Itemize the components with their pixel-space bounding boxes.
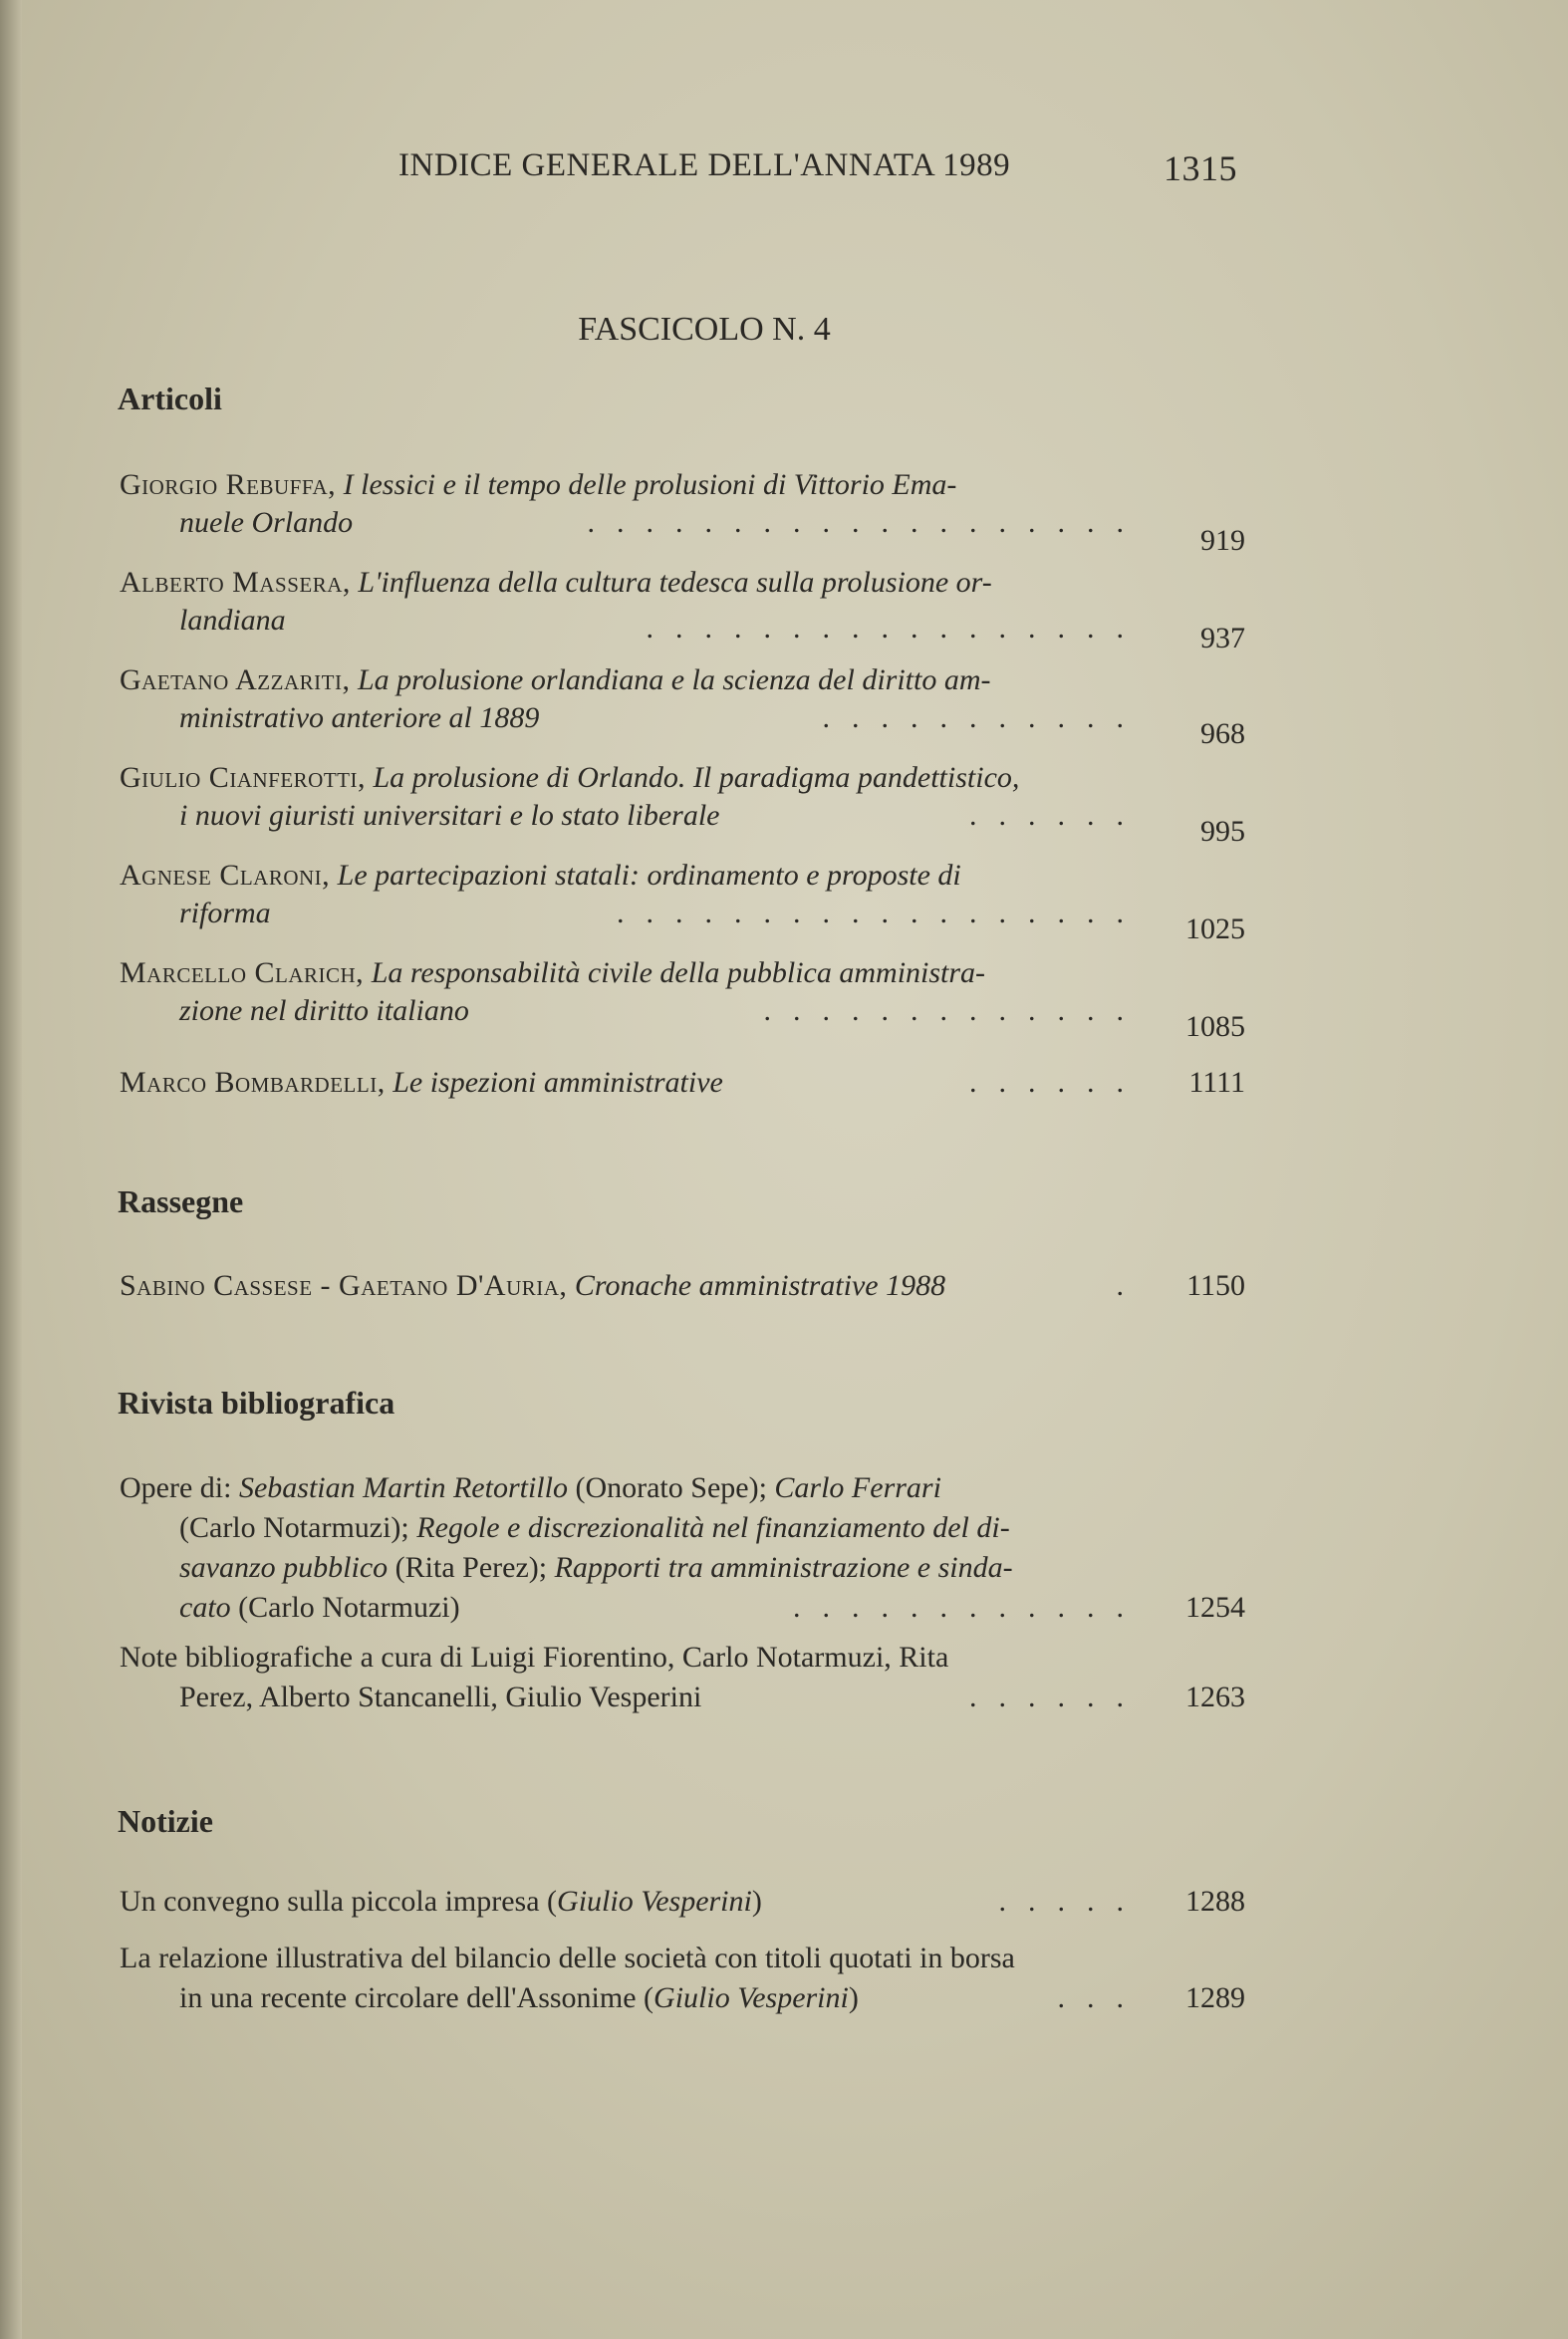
entry-title: La prolusione di Orlando. Il paradigma pandettistico, bbox=[373, 761, 1020, 794]
entry-text: (Carlo Notarmuzi); bbox=[179, 1511, 417, 1544]
list-item bbox=[120, 564, 1245, 654]
entry-author: Alberto Massera, bbox=[120, 566, 351, 599]
entry-title-continued: nuele Orlando bbox=[179, 506, 354, 539]
running-head-title: INDICE GENERALE DELL'ANNATA 1989 bbox=[398, 147, 1011, 183]
running-head bbox=[398, 139, 1245, 189]
entry-title: La prolusione orlandiana e la scienza del diritto am- bbox=[357, 663, 991, 696]
list-item bbox=[120, 1638, 1245, 1717]
entry-author: Marco Bombardelli, bbox=[120, 1066, 386, 1099]
entry-text: (Onorato Sepe); bbox=[567, 1471, 775, 1504]
entry-title-continued: i nuovi giuristi universitari e lo stato liberale bbox=[179, 799, 720, 832]
entry-text: ) bbox=[751, 1885, 762, 1918]
entry-title-continued: landiana bbox=[179, 604, 286, 637]
entry-page-number: 968 bbox=[1200, 717, 1245, 750]
entry-page-number: 1288 bbox=[1185, 1885, 1245, 1918]
list-item bbox=[120, 1883, 1245, 1921]
leader-dots: .................. bbox=[617, 897, 1146, 929]
entry-page-number: 1254 bbox=[1185, 1591, 1245, 1624]
leader-dots: ............ bbox=[793, 1591, 1146, 1624]
entry-title: Le ispezioni amministrative bbox=[392, 1066, 723, 1099]
running-head-page-number: 1315 bbox=[1164, 148, 1237, 188]
entry-page-number: 919 bbox=[1200, 524, 1245, 557]
leader-dots: ............. bbox=[763, 994, 1146, 1027]
entry-page-number: 1150 bbox=[1186, 1269, 1245, 1302]
entry-text: (Carlo Notarmuzi) bbox=[230, 1591, 460, 1624]
leader-dots: ..... bbox=[998, 1885, 1146, 1918]
entry-title: Carlo Ferrari bbox=[774, 1471, 941, 1504]
entry-author: Sabino Cassese - Gaetano D'Auria, bbox=[120, 1269, 568, 1302]
leader-dots: ........... bbox=[822, 701, 1146, 734]
leader-dots: ... bbox=[1057, 1981, 1146, 2014]
entry-title: Le partecipazioni statali: ordinamento e proposte di bbox=[337, 859, 961, 892]
entry-title: I lessici e il tempo delle prolusioni di Vittorio Ema- bbox=[343, 468, 957, 501]
entry-title: La responsabilità civile della pubblica amministra- bbox=[371, 956, 986, 989]
entry-text: La relazione illustrativa del bilancio delle società con titoli quotati in borsa bbox=[120, 1942, 1015, 1974]
section-heading-notizie: Notizie bbox=[118, 1803, 213, 1839]
entry-title: L'influenza della cultura tedesca sulla prolusione or- bbox=[358, 566, 992, 599]
entry-text: ) bbox=[848, 1981, 859, 2014]
entry-title: savanzo pubblico bbox=[179, 1551, 389, 1584]
entry-page-number: 1111 bbox=[1188, 1066, 1245, 1099]
section-heading-articoli: Articoli bbox=[118, 381, 222, 416]
entry-author: Agnese Claroni, bbox=[120, 859, 331, 892]
list-item bbox=[120, 954, 1245, 1043]
entry-title: Sebastian Martin Retortillo bbox=[238, 1471, 568, 1504]
leader-dots: ...... bbox=[969, 799, 1146, 832]
list-item bbox=[120, 466, 1245, 557]
list-item bbox=[120, 661, 1245, 750]
leader-dots: ................... bbox=[587, 506, 1146, 539]
entry-author: Giulio Vesperini bbox=[557, 1885, 752, 1918]
list-item bbox=[120, 1267, 1245, 1305]
entry-text: Note bibliografiche a cura di Luigi Fiorentino, Carlo Notarmuzi, Rita bbox=[120, 1641, 949, 1674]
entry-title-continued: riforma bbox=[179, 897, 271, 929]
section-heading-rivista-bibliografica: Rivista bibliografica bbox=[118, 1385, 395, 1421]
list-item bbox=[120, 1468, 1245, 1628]
list-item bbox=[120, 1939, 1245, 2018]
entry-author: Marcello Clarich, bbox=[120, 956, 365, 989]
leader-dots: ...... bbox=[969, 1681, 1146, 1713]
entry-title: Rapporti tra amministrazione e sinda- bbox=[554, 1551, 1013, 1584]
leader-dots: ...... bbox=[969, 1066, 1146, 1099]
section-heading-rassegne: Rassegne bbox=[118, 1183, 244, 1219]
entry-text: Opere di: bbox=[120, 1471, 239, 1504]
entry-title: cato bbox=[179, 1591, 231, 1624]
entry-title-continued: ministrativo anteriore al 1889 bbox=[179, 701, 540, 734]
entry-author: Giulio Vesperini bbox=[653, 1981, 849, 2014]
fascicolo-heading: FASCICOLO N. 4 bbox=[578, 311, 831, 348]
entry-title: Cronache amministrative 1988 bbox=[574, 1269, 946, 1302]
entry-text: Un convegno sulla piccola impresa ( bbox=[120, 1885, 558, 1918]
leader-dots: ................. bbox=[646, 612, 1146, 645]
entry-author: Gaetano Azzariti, bbox=[120, 663, 351, 696]
entry-author: Giulio Cianferotti, bbox=[120, 761, 366, 794]
list-item bbox=[120, 1064, 1245, 1102]
entry-page-number: 995 bbox=[1200, 815, 1245, 848]
entry-page-number: 1289 bbox=[1185, 1981, 1245, 2014]
list-item bbox=[120, 759, 1245, 848]
entry-text: (Rita Perez); bbox=[388, 1551, 555, 1584]
list-item bbox=[120, 857, 1245, 945]
entry-page-number: 1263 bbox=[1185, 1681, 1245, 1713]
leader-dots: . bbox=[1116, 1269, 1146, 1302]
entry-title: Regole e discrezionalità nel finanziamento del di- bbox=[416, 1511, 1010, 1544]
entry-author: Giorgio Rebuffa, bbox=[120, 468, 337, 501]
entry-page-number: 1085 bbox=[1185, 1010, 1245, 1043]
entry-page-number: 937 bbox=[1200, 622, 1245, 654]
entry-title-continued: zione nel diritto italiano bbox=[179, 994, 469, 1027]
entry-page-number: 1025 bbox=[1185, 912, 1245, 945]
entry-text: in una recente circolare dell'Assonime ( bbox=[179, 1981, 654, 2014]
entry-text: Perez, Alberto Stancanelli, Giulio Vesperini bbox=[179, 1681, 702, 1713]
